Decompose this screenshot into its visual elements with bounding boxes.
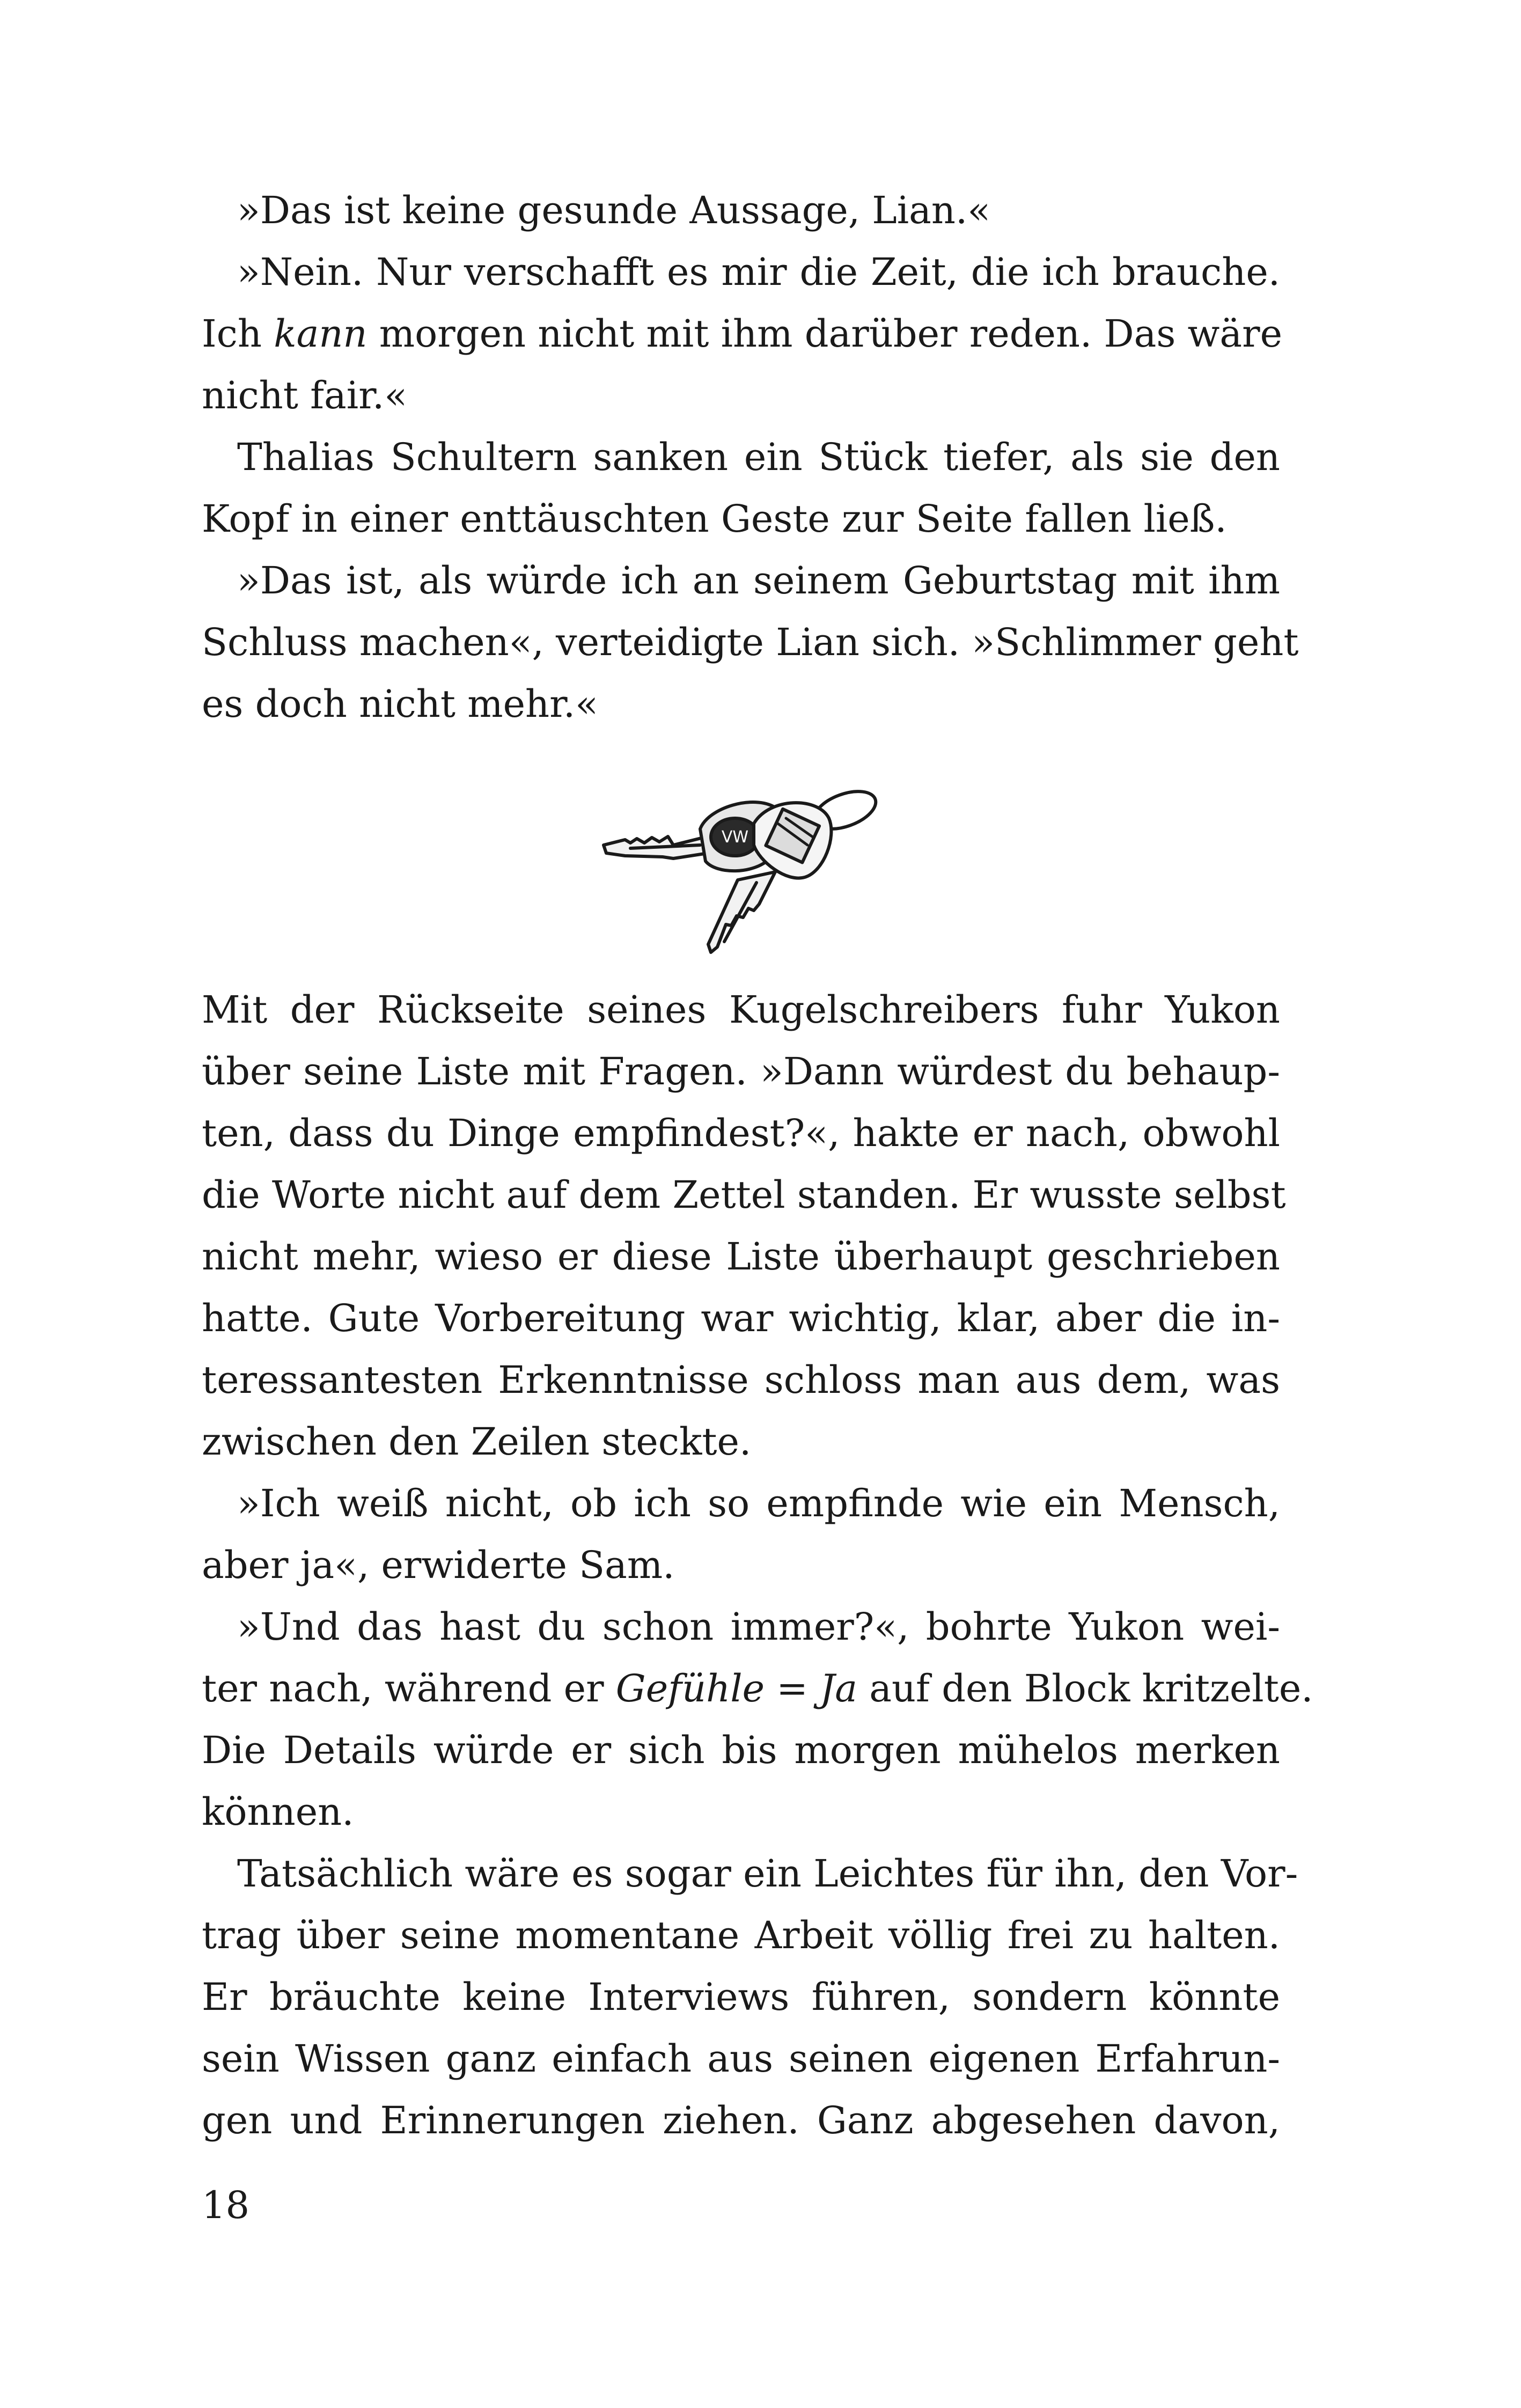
text-line: teressantesten Erkenntnisse schloss man aus dem, was xyxy=(202,1358,1280,1402)
text-line: es doch nicht mehr.« xyxy=(202,682,598,726)
text-line: gen und Erinnerungen ziehen. Ganz abgesehen davon, xyxy=(202,2098,1280,2142)
text-line: Kopf in einer enttäuschten Geste zur Seite fallen ließ. xyxy=(202,497,1227,541)
text-line: Tatsächlich wäre es sogar ein Leichtes für ihn, den Vor- xyxy=(237,1852,1298,1896)
emphasis: kann xyxy=(274,312,368,356)
text-line: »Nein. Nur verschafft es mir die Zeit, die ich brauche. xyxy=(237,250,1280,294)
text-line: hatte. Gute Vorbereitung war wichtig, klar, aber die in- xyxy=(202,1296,1280,1340)
svg-text:VW: VW xyxy=(721,828,749,847)
text-line: Thalias Schultern sanken ein Stück tiefer, als sie den xyxy=(237,435,1280,479)
text-line: Er bräuchte keine Interviews führen, sondern könnte xyxy=(202,1975,1280,2019)
text-line: »Das ist, als würde ich an seinem Geburtstag mit ihm xyxy=(237,559,1280,603)
text-line: Schluss machen«, verteidigte Lian sich. »Schlimmer geht xyxy=(202,620,1299,664)
emphasis: Gefühle = Ja xyxy=(615,1666,857,1710)
text-line: »Ich weiß nicht, ob ich so empfinde wie ein Mensch, xyxy=(237,1481,1280,1525)
text-line: Die Details würde er sich bis morgen mühelos merken xyxy=(202,1728,1280,1772)
text-line: nicht fair.« xyxy=(202,373,408,417)
page-number: 18 xyxy=(202,2183,250,2227)
text-line: ten, dass du Dinge empfindest?«, hakte er nach, obwohl xyxy=(202,1111,1280,1155)
text-line: können. xyxy=(202,1790,354,1834)
text-line: aber ja«, erwiderte Sam. xyxy=(202,1543,675,1587)
text-line: trag über seine momentane Arbeit völlig frei zu halten. xyxy=(202,1913,1280,1957)
text-line: »Das ist keine gesunde Aussage, Lian.« xyxy=(237,188,991,232)
bottom-text-block xyxy=(202,979,1313,2152)
text-line: über seine Liste mit Fragen. »Dann würdest du behaup- xyxy=(202,1049,1280,1093)
text-line: Mit der Rückseite seines Kugelschreibers fuhr Yukon xyxy=(202,988,1280,1032)
car-keys-illustration xyxy=(593,765,893,963)
text-line: Ich kann morgen nicht mit ihm darüber reden. Das wäre xyxy=(202,312,1283,356)
text-line: die Worte nicht auf dem Zettel standen. Er wusste selbst xyxy=(202,1173,1286,1217)
text-line: »Und das hast du schon immer?«, bohrte Yukon wei- xyxy=(237,1605,1280,1649)
text-line: sein Wissen ganz einfach aus seinen eigenen Erfahrun- xyxy=(202,2037,1280,2081)
text-line: nicht mehr, wieso er diese Liste überhaupt geschrieben xyxy=(202,1235,1280,1279)
text-line: zwischen den Zeilen steckte. xyxy=(202,1420,752,1464)
top-text-block xyxy=(202,180,1299,735)
text-line: ter nach, während er Gefühle = Ja auf den Block kritzelte. xyxy=(202,1666,1313,1710)
